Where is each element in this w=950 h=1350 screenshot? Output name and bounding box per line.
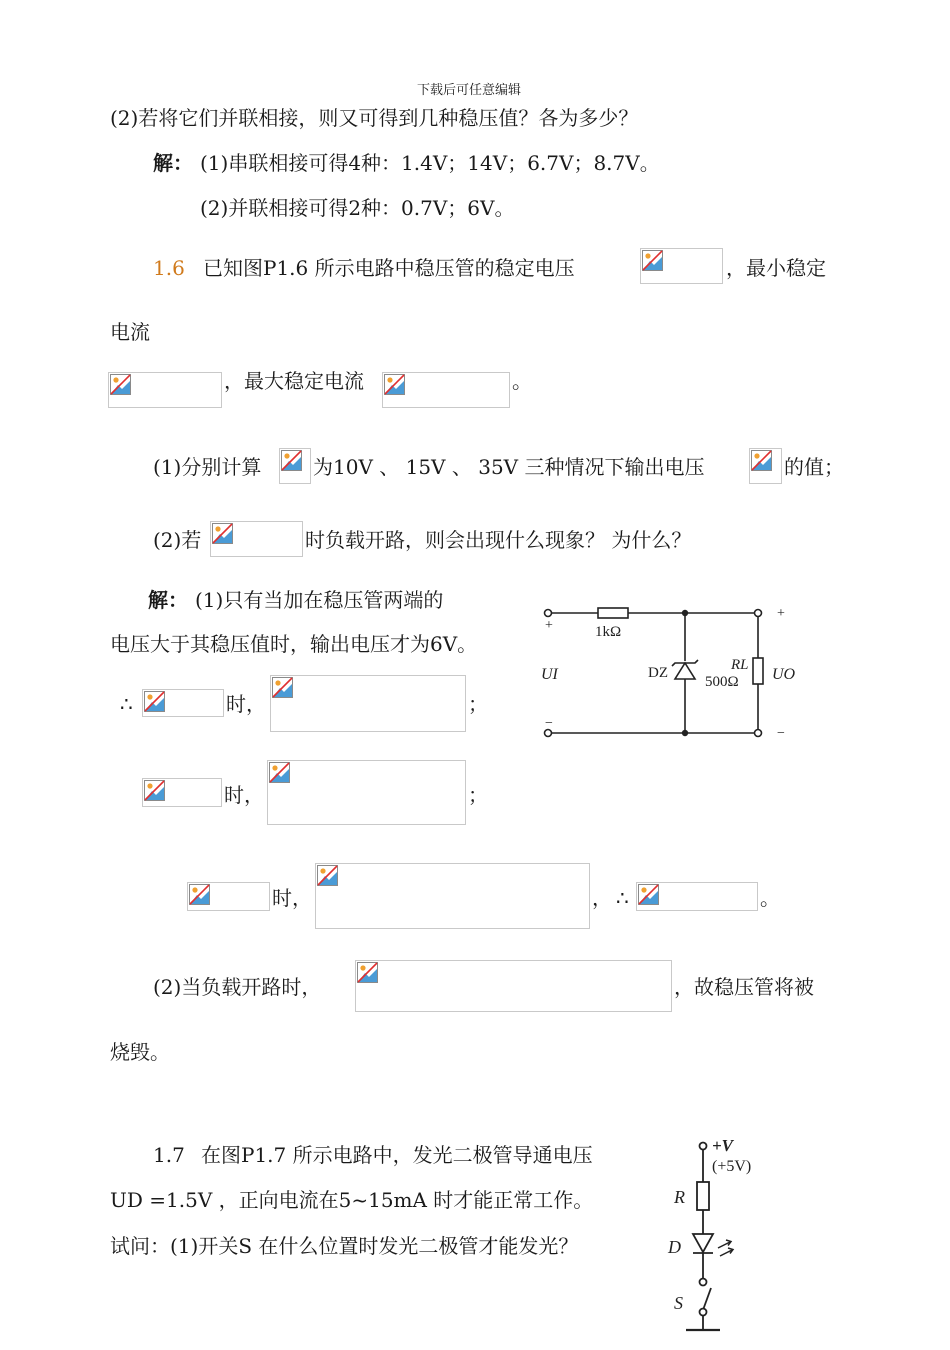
- semicolon-1: ；: [468, 692, 488, 716]
- broken-image-icon: [357, 962, 379, 984]
- q16-solution2-c: 烧毁。: [110, 1040, 170, 1064]
- q16-solution-a: (1)只有当加在稳压管两端的: [195, 588, 444, 612]
- broken-image-icon: [642, 250, 664, 272]
- broken-image-icon: [189, 884, 211, 906]
- diode-d-label: D: [668, 1237, 681, 1257]
- load-resistor: [753, 658, 763, 684]
- formula-image-uz: [640, 248, 723, 284]
- q16-number: 1.6: [153, 256, 185, 280]
- junction-top: [682, 610, 688, 616]
- q17-line2: UD =1.5V ，正向电流在5~15mA 时才能正常工作。: [110, 1188, 594, 1212]
- q15-solution-2: (2)并联相接可得2种：0.7V；6V。: [200, 196, 515, 220]
- supply-terminal: [700, 1143, 707, 1150]
- output-terminal-bottom: [755, 730, 762, 737]
- formula-image-ui35: [210, 521, 303, 557]
- resistor-r: [697, 1182, 709, 1210]
- formula-image-uo-result: [636, 882, 758, 911]
- junction-bottom: [682, 730, 688, 736]
- broken-image-icon: [144, 780, 166, 802]
- formula-image-result2: [267, 760, 466, 825]
- switch-contact-bottom: [700, 1309, 707, 1316]
- output-plus: +: [777, 606, 785, 621]
- q16-part1-b: 为10V 、 15V 、 35V 三种情况下输出电压: [313, 455, 705, 479]
- supply-value-label: (+5V): [712, 1158, 752, 1175]
- q16-solution2-a: (2)当负载开路时，: [153, 975, 322, 999]
- therefore-symbol-2: ∴: [616, 886, 629, 910]
- output-voltage-label: UO: [772, 666, 796, 683]
- diode-label: DZ: [648, 665, 668, 681]
- circuit-diagram-p16: [535, 595, 800, 745]
- zener-diode: [672, 660, 698, 679]
- formula-image-iz-open: [355, 960, 672, 1012]
- q16-stem-c: 电流: [110, 320, 150, 344]
- q17-number: 1.7: [153, 1143, 185, 1167]
- broken-image-icon: [317, 865, 339, 887]
- when-1: 时，: [226, 692, 266, 716]
- formula-image-result1: [270, 675, 466, 732]
- semicolon-2: ；: [468, 783, 488, 807]
- therefore-symbol: ∴: [120, 692, 133, 716]
- light-emission-icon: [718, 1240, 733, 1256]
- broken-image-icon: [638, 884, 660, 906]
- output-minus: −: [777, 726, 785, 741]
- formula-image-case1: [142, 689, 224, 717]
- input-minus: −: [545, 716, 553, 731]
- q16-part2-a: (2)若: [153, 528, 202, 552]
- comma-1: ，: [592, 886, 612, 910]
- formula-image-case3: [187, 882, 270, 911]
- q16-part1-c: 的值；: [784, 455, 844, 479]
- resistor-1k: [598, 608, 628, 618]
- q16-solution-label: 解：: [148, 588, 188, 612]
- input-plus: +: [545, 618, 553, 633]
- q16-stem-a: 已知图P1.6 所示电路中稳压管的稳定电压: [203, 256, 575, 280]
- formula-image-result3: [315, 863, 590, 929]
- broken-image-icon: [110, 374, 132, 396]
- q16-stem-e: 。: [512, 369, 532, 393]
- switch-contact-top: [700, 1279, 707, 1286]
- load-name-label: RL: [731, 657, 749, 673]
- input-terminal-top: [545, 610, 552, 617]
- circuit-diagram-p17: [660, 1132, 770, 1346]
- switch-s: [703, 1288, 711, 1310]
- q16-stem-d: ，最大稳定电流: [224, 369, 364, 393]
- q16-part2-b: 时负载开路，则会出现什么现象？ 为什么？: [305, 528, 692, 552]
- resistor-label: 1kΩ: [595, 624, 622, 640]
- period-1: 。: [760, 886, 780, 910]
- formula-image-izmax: [382, 372, 510, 408]
- q16-solution2-b: ，故稳压管将被: [674, 975, 814, 999]
- formula-image-ui: [279, 448, 311, 484]
- input-voltage-label: UI: [541, 666, 558, 683]
- formula-image-case2: [142, 778, 222, 807]
- q17-line1: 在图P1.7 所示电路中，发光二极管导通电压: [201, 1143, 593, 1167]
- when-3: 时，: [272, 886, 312, 910]
- q15-solution-1: (1)串联相接可得4种：1.4V；14V；6.7V；8.7V。: [200, 151, 660, 175]
- led-diode: [693, 1234, 713, 1253]
- broken-image-icon: [384, 374, 406, 396]
- q15-part2: (2)若将它们并联相接，则又可得到几种稳压值？各为多少？: [110, 106, 639, 130]
- broken-image-icon: [144, 691, 166, 713]
- formula-image-uo: [749, 448, 782, 484]
- when-2: 时，: [224, 783, 264, 807]
- q16-solution-b: 电压大于其稳压值时，输出电压才为6V。: [110, 632, 478, 656]
- q15-solution-label: 解：: [153, 151, 193, 175]
- output-terminal-top: [755, 610, 762, 617]
- broken-image-icon: [269, 762, 291, 784]
- formula-image-izmin: [108, 372, 222, 408]
- broken-image-icon: [751, 450, 773, 472]
- broken-image-icon: [212, 523, 234, 545]
- resistor-r-label: R: [674, 1187, 685, 1207]
- load-value-label: 500Ω: [705, 674, 739, 690]
- q16-stem-b: ，最小稳定: [726, 256, 826, 280]
- q16-part1-a: (1)分别计算: [153, 455, 262, 479]
- q17-line3: 试问：(1)开关S 在什么位置时发光二极管才能发光？: [110, 1234, 579, 1258]
- broken-image-icon: [281, 450, 303, 472]
- broken-image-icon: [272, 677, 294, 699]
- supply-label: +V: [712, 1136, 734, 1155]
- header-watermark: 下载后可任意编辑: [417, 83, 522, 98]
- switch-s-label: S: [674, 1293, 683, 1313]
